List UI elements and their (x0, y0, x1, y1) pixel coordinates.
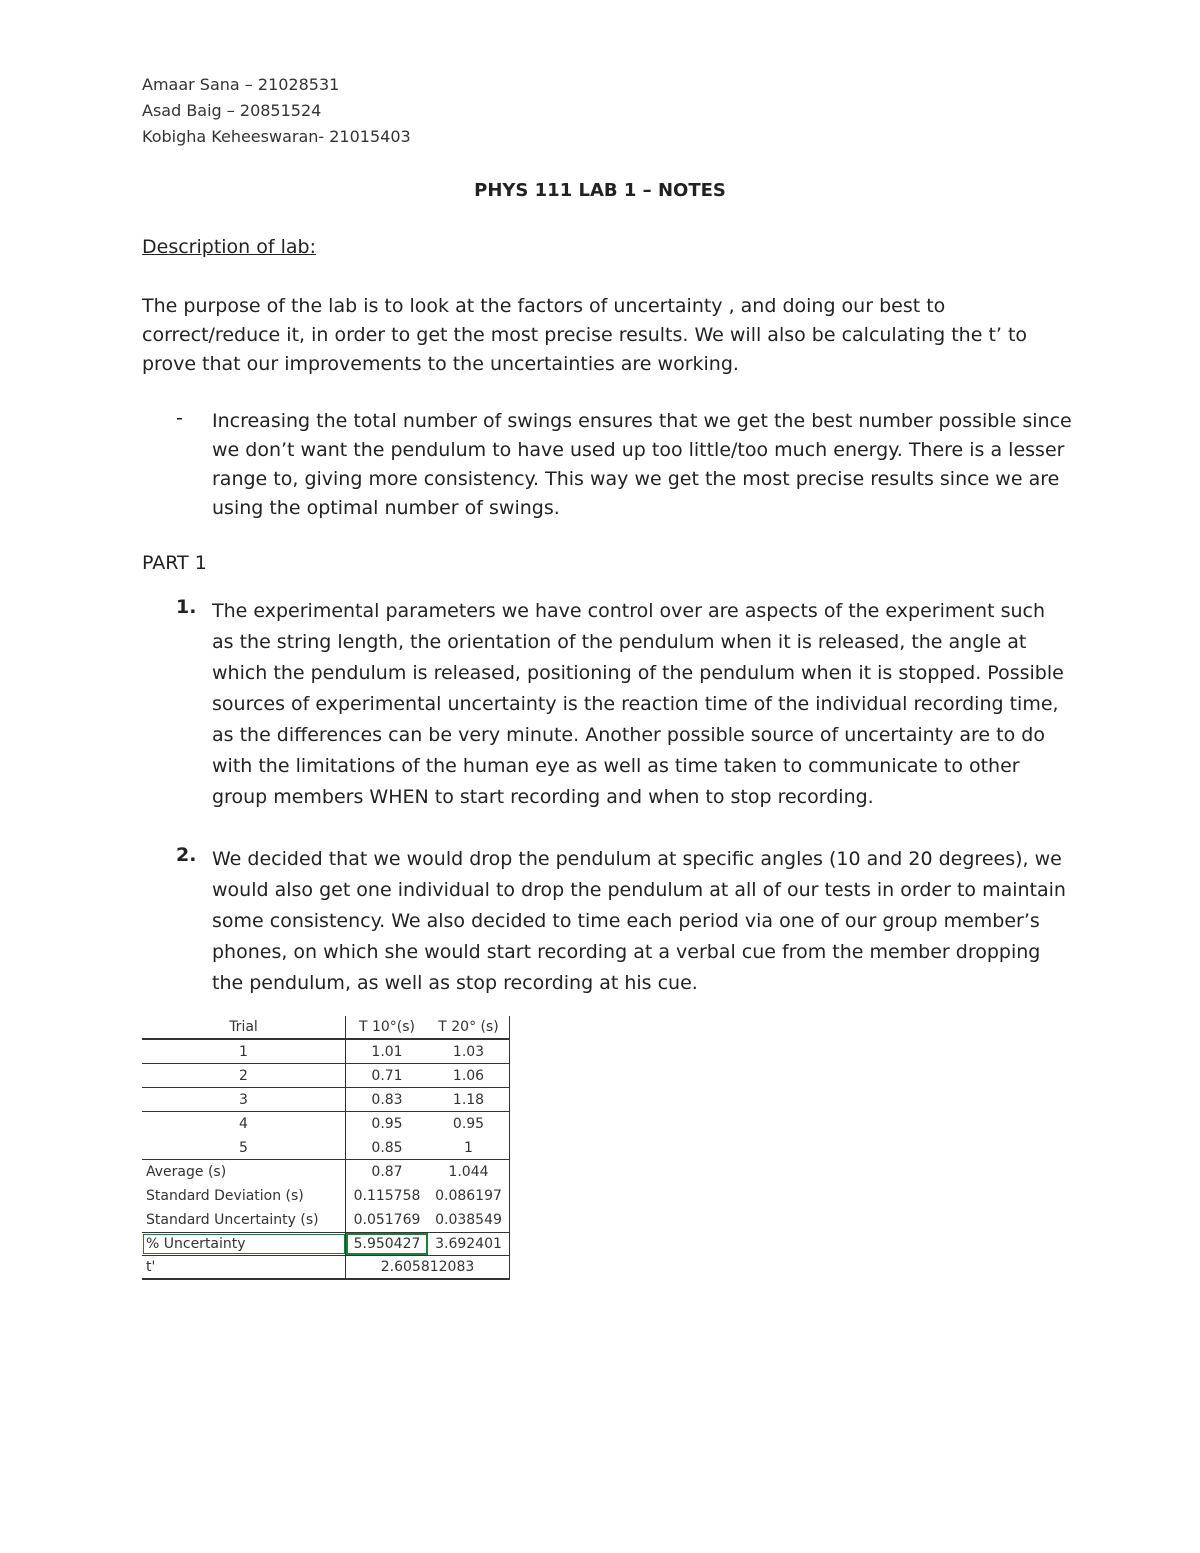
table-row (142, 1088, 510, 1112)
list-number: 2. (176, 844, 197, 866)
table-row (142, 1256, 510, 1280)
table-cell: Average (s) (142, 1160, 346, 1184)
table-cell: Standard Deviation (s) (142, 1184, 346, 1208)
table-cell: 0.85 (371, 1139, 403, 1156)
table-cell: 2 (142, 1064, 346, 1087)
bullet-marker: - (176, 407, 183, 429)
table-cell: 0.87 (371, 1164, 403, 1180)
bullet-text: Increasing the total number of swings ensures that we get the best number possible since we don’t want the pendulum to have used up too little/too much energy. There is a lesser range to, giving more consistency. This way we get the most precise results since we are using the optimal number of swings. (212, 410, 1072, 519)
table-cell: 1 (142, 1040, 346, 1063)
table-header-row (142, 1016, 510, 1040)
table-cell: 0.95 (428, 1112, 510, 1136)
list-item: The experimental parameters we have control over are aspects of the experiment such as the string length, the orientation of the pendulum when it is released, the angle at which the pendulum is released, positioning of the pendulum when it is stopped. Possible sources of experimental uncertainty is the reaction time of the individual recording time, as the differences can be very minute. Another possible source of uncertainty are to do with the limitations of the human eye as well as time taken to communicate to other group members WHEN to start recording and when to stop recording. (212, 600, 1064, 808)
table-row (142, 1232, 510, 1256)
list-item: We decided that we would drop the pendulum at specific angles (10 and 20 degrees), we would also get one individual to drop the pendulum at all of our tests in order to maintain some consistency. We also decided to time each period via one of our group member’s phones, on which she would start recording at a verbal cue from the member dropping the pendulum, as well as stop recording at his cue. (212, 848, 1066, 994)
list-number: 1. (176, 596, 197, 618)
table-cell: 0.83 (371, 1091, 403, 1108)
table-row (142, 1112, 510, 1136)
table-row (142, 1064, 510, 1088)
table-cell: 5 (142, 1136, 346, 1159)
header-cell: T 10°(s) (358, 1019, 416, 1035)
results-table (142, 1016, 510, 1280)
part-heading: PART 1 (142, 552, 207, 574)
table-cell: 0.038549 (428, 1208, 510, 1232)
author-list (142, 72, 411, 150)
table-cell: 1 (428, 1136, 510, 1159)
author-line: Kobigha Keheeswaran- 21015403 (142, 127, 411, 146)
table-cell: 4 (142, 1112, 346, 1136)
table-cell: 1.18 (428, 1088, 510, 1111)
table-cell: t' (142, 1256, 346, 1278)
table-cell: 1.044 (428, 1160, 510, 1184)
table-cell: % Uncertainty (142, 1233, 346, 1255)
table-cell: 1.06 (428, 1064, 510, 1087)
table-row (142, 1160, 510, 1184)
table-cell: 0.051769 (353, 1212, 421, 1228)
table-row (142, 1208, 510, 1232)
header-cell: Trial (142, 1016, 346, 1038)
table-cell: 1.01 (371, 1043, 403, 1060)
header-cell: T 20° (s) (428, 1016, 510, 1038)
table-cell: 2.605812083 (346, 1256, 510, 1278)
description-heading: Description of lab: (142, 236, 316, 258)
table-cell: 1.03 (428, 1040, 510, 1063)
author-line: Amaar Sana – 21028531 (142, 75, 340, 94)
table-row (142, 1040, 510, 1064)
intro-paragraph: The purpose of the lab is to look at the factors of uncertainty , and doing our best to correct/reduce it, in order to get the most precise results. We will also be calculating the t’ to prove that our improvements to the uncertainties are working. (142, 295, 1028, 375)
table-cell: 0.115758 (353, 1188, 421, 1204)
document-title: PHYS 111 LAB 1 – NOTES (474, 180, 726, 201)
table-cell: 0.086197 (428, 1184, 510, 1208)
author-line: Asad Baig – 20851524 (142, 101, 322, 120)
table-row (142, 1184, 510, 1208)
table-cell: 3.692401 (428, 1233, 510, 1255)
table-cell: 3 (142, 1088, 346, 1111)
table-cell: 5.950427 (346, 1233, 428, 1255)
table-cell: Standard Uncertainty (s) (142, 1208, 346, 1232)
table-cell: 0.71 (371, 1067, 403, 1084)
table-row (142, 1136, 510, 1160)
table-cell: 0.95 (371, 1116, 403, 1132)
